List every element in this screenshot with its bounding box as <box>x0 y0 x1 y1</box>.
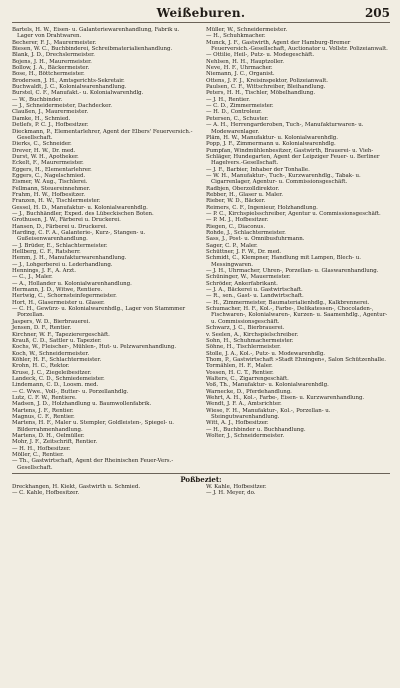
directory-entry: Damke, H., Schmied. <box>12 115 71 122</box>
directory-entry: W. Kahle, Hofbesitzer. <box>206 484 267 491</box>
directory-entry: Koch, W., Schneidermeister. <box>12 350 90 357</box>
directory-entry: Sager, C. P., Maler. <box>206 242 258 249</box>
directory-entry: Radbjen, Oberzolldirektor. <box>206 185 280 192</box>
directory-entry: Schröder, Ankerfabrikant. <box>206 280 278 287</box>
directory-entry: — C. D., Zimmermeister. <box>206 103 274 110</box>
directory-entry: — C. Kahle, Hofbesitzer. <box>12 490 80 497</box>
directory-entry: Becherer, F. J., Maurermeister. <box>12 39 97 46</box>
directory-entry: Brodersen, J. H., Amtsgerichts-Sekretair. <box>12 77 125 84</box>
directory-entry: Sass, J., Post- u. Omnibusfuhrmann. <box>206 236 305 243</box>
directory-entry: Ottens, J. F. J., Kreisinspektor, Polizeianwalt. <box>206 77 328 84</box>
directory-entry: Lutz, C. F. W., Rentiere. <box>12 394 77 401</box>
directory-entry: Bojens, J. H., Maurermeister. <box>12 58 92 65</box>
directory-entry: Grothusen, J. W., Färberei u. Druckerei. <box>12 217 121 224</box>
directory-entry: Möller, C., Rentier. <box>12 452 64 459</box>
directory-entry: Hennings, J. F., A. Arzt. <box>12 268 76 275</box>
directory-entry: Niemann, J. C., Organist. <box>206 71 275 78</box>
directory-entry: — R., sen., Gast- u. Landwirtschaft. <box>206 293 304 300</box>
directory-entry: Schläger, Hundegarten, Agent der Leipziger Feuer- u. Berliner Hagelvers.-Gesellschaft. <box>206 153 380 167</box>
directory-entry: v. Seelen, A., Kirchspielschreiber. <box>206 331 299 338</box>
directory-columns <box>12 27 390 471</box>
directory-entry: Wendt, J. F. A., Amtsrichter. <box>206 401 282 408</box>
directory-entry: Wiese, F. H., Manufaktur-, Kol.-, Porzellan- u. Steingutwarenhandlung. <box>206 407 331 420</box>
directory-entry: — Th., Gastwirtschaft, Agent der Rheinischen Feuer-Vers.-Gesellschaft. <box>12 458 174 471</box>
directory-entry: Claußen, J., Maurermeister. <box>12 109 89 116</box>
directory-entry: Pläm, H. W., Manufaktur- u. Kolonialwarenhdlg. <box>206 134 339 141</box>
directory-entry: Voß, Th., Manufaktur- u. Kolonialwarenhdlg. <box>206 382 329 389</box>
directory-entry: Paulsen, C. F., Wittschreiber, Bleihandlung. <box>206 84 326 91</box>
directory-entry: Drever, H. W., Dr. med. <box>12 147 76 154</box>
directory-entry: — H., Buchbinder u. Buchhandlung. <box>206 426 306 433</box>
directory-entry: Petersen, C., Schuster. <box>206 115 269 122</box>
directory-entry: Franzen, H. W., Tischlermeister. <box>12 198 101 205</box>
directory-entry: — J. H., Uhrmacher, Uhren-, Porzellan- u. Glaswarenhandlung. <box>206 268 379 275</box>
directory-entry: Burstel, C. F., Manufakt.- u. Kolonialwarenhdlg. <box>12 90 144 97</box>
directory-entry: Eggers, H., Elementarlehrer. <box>12 166 92 173</box>
directory-entry: — J., Buchhändler, Exped. des Lübeckischen Boten. <box>12 210 154 217</box>
directory-entry: Dieckmann, P., Elementarlehrer, Agent der Elbers' Feuerversich.-Gesellschaft. <box>12 128 193 141</box>
directory-entry: Thom, P., Gastwirtschaft »Stadt Ehningen«, Salon Schützenhalle. <box>206 356 386 363</box>
directory-entry: Reimers, C. F., Ingenieur, Holzhandlung. <box>206 204 318 211</box>
directory-entry: Bollow, J. A., Bäckermeister. <box>12 65 90 72</box>
directory-entry: Hort, H., Glasermeister u. Glaser. <box>12 299 105 306</box>
directory-entry: — P. M. J., Hofbesitzer. <box>206 217 269 224</box>
directory-entry: Söhne, H., Tischlermeister. <box>206 344 281 351</box>
left-column <box>12 27 196 471</box>
directory-entry: Rieber, W. D., Bäcker. <box>206 198 266 205</box>
directory-entry: Fellmann, Steuereinnehmer. <box>12 185 91 192</box>
directory-entry: — H., Schuhkmacher. <box>206 33 266 40</box>
directory-entry: Sohn, H., Schuhmachermeister. <box>206 337 294 344</box>
section-columns <box>12 484 390 497</box>
directory-entry: Stolle, J. A., Kol.-, Putz- u. Modewarenhdlg. <box>206 350 326 357</box>
directory-entry: Schmidt, C., Klempner, Handlung mit Lampen, Blech- u. Messingwaren. <box>206 255 361 268</box>
directory-entry: — C. H., Gewürz- u. Kolonialwarenhdlg., Lager von Stammmer Porzellan. <box>12 306 186 319</box>
section-right-column <box>206 484 390 497</box>
directory-entry: — J. H. Meyer, do. <box>206 490 256 497</box>
directory-entry: Hertwig, C., Schornsteinfegermeister. <box>12 293 117 300</box>
directory-entry: — C., J., Maler. <box>12 274 53 281</box>
directory-entry: Wehrt, A. H., Kol.-, Farbe-, Eisen- u. Kurzwarenhandlung. <box>206 394 365 401</box>
directory-entry: — J. A., Bäckerei u. Gastwirtschaft. <box>206 287 303 294</box>
directory-entry: Gessel, H. D., Manufaktur- u. Kolonialwarenhdlg. <box>12 204 148 211</box>
directory-entry: — C. Wwe., Voll-, Butter- u. Porzellanhdlg. <box>12 388 129 395</box>
directory-entry: — A., Hollander u. Kolonialwarenhandlung. <box>12 280 132 287</box>
directory-entry: Krauß, C. D., Sattler u. Tapezier. <box>12 337 102 344</box>
directory-entry: — W. H., Manufaktur-, Tuch-, Kurzwarenhdlg., Tabak- u. Cigarrenlager, Agentur- u. Commissionsgeschäft. <box>206 172 361 186</box>
directory-entry: Walters, C., Zigarrengeschäft. <box>206 375 289 382</box>
directory-entry: Martens, H. F., Maler u. Stempler, Goldleisten-, Spiegel- u. Bilderrahmenhandlung. <box>12 420 175 433</box>
page-header <box>12 6 390 23</box>
page-title: Weißeburen. <box>156 6 246 20</box>
directory-entry: Pumpfan, Windmühlenbesitzer, Gastwirth, Brauerei- u. Vieh- <box>206 147 374 154</box>
directory-entry: Riegen, C., Diaconus. <box>206 223 266 230</box>
directory-entry: Rebber, H., Glaser u. Maler. <box>206 191 283 198</box>
directory-entry: — H., Zimmermeister, Baumaterialienhdlg., Kalkbrennerei. <box>206 299 370 306</box>
directory-entry: Hansen, D., Färberei u. Druckerei. <box>12 223 108 230</box>
directory-entry: Hermann, J. D., Witwe, Rentiere. <box>12 287 103 294</box>
directory-entry: — J., Schneidermeister, Dachdecker. <box>12 103 113 110</box>
section-left-column <box>12 484 196 497</box>
directory-entry: Vossen, H. C. T., Rentier. <box>206 369 274 376</box>
directory-entry: Krohn, H. C., Rektor. <box>12 363 70 370</box>
directory-entry: Müller, W., Schneidermeister. <box>206 27 288 33</box>
directory-entry: Martens, J. F., Rentier. <box>12 407 74 414</box>
directory-entry: — H. H., Hofbesitzer. <box>12 445 71 452</box>
directory-entry: Schüninger, W., Mauermeister. <box>206 274 291 281</box>
directory-entry: Eismer, W. Aug., Tischlerei. <box>12 179 88 186</box>
directory-entry: Popp, J. F., Zimmermann u. Kolonialwarenhdlg. <box>206 141 336 148</box>
directory-entry: Köhler, H. F., Schlachtermeister. <box>12 356 102 363</box>
directory-entry: Blank, J. D., Drechslermeister. <box>12 52 95 59</box>
directory-entry: Witt, A. J., Hofbesitzer. <box>206 420 269 427</box>
directory-entry: Buchwaldt, J. C., Kolonialwarenhandlung. <box>12 84 127 91</box>
directory-entry: — P. C., Kirchspielsschreiber, Agentur u. Commissionsgeschäft. <box>206 210 381 217</box>
directory-entry: Lindemann, C. D., Loosm. med. <box>12 382 99 389</box>
directory-entry: Neve, H. F., Uhrmacher. <box>206 65 273 72</box>
directory-entry: Madsen, J. D., Holzhandlung u. Baumwollenfabrik. <box>12 401 152 408</box>
directory-entry: Hemm, J. H., Manufakturwarenhandlung. <box>12 255 127 262</box>
directory-entry: Warnecke, D., Pferdehandlung. <box>206 388 292 395</box>
directory-entry: Tormählen, H. F., Maler. <box>206 363 273 370</box>
directory-entry: — Ottilie, Heil-, Putz- u. Modegeschäft. <box>206 52 315 59</box>
directory-entry: Dierks, C., Schneider. <box>12 141 72 148</box>
directory-entry: Munck, J. F., Gastwirth, Agent der Hamburg-Bremer Feuerversich.-Gesellschaft, Auctionator u. Vollstr. Polizeianwalt. <box>206 39 388 53</box>
directory-entry: Schüttner, J. F. W., Dr. med. <box>206 249 282 256</box>
page-number: 205 <box>364 6 390 20</box>
directory-entry: Frahm, H. W., Hofbesitzer. <box>12 191 86 198</box>
directory-entry: — A. H., Herrengarderoben, Tuch-, Manufakturwaren- u. Modewarenlager. <box>206 122 364 135</box>
directory-entry: — H. D., Controleur. <box>206 109 262 116</box>
directory-entry: Eggers, C., Nagelschmied. <box>12 172 86 179</box>
directory-entry: Harding, C. F. A., Galanterie-, Kurz-, Stangen- u. Gußeisenwarenhandlung. <box>12 230 146 243</box>
directory-entry: Magnus, C. F., Rentier. <box>12 413 75 420</box>
directory-entry: Nehlsen, H. H., Hauptzoller. <box>206 58 285 65</box>
directory-entry: Dreckhangen, H. Kiekt, Gastwirth u. Schmied. <box>12 484 141 491</box>
directory-entry: Jaspers, W. D., Bierbrauerei. <box>12 318 91 325</box>
directory-entry: Schwarz, J. C., Bierbrauerei. <box>206 325 285 332</box>
directory-entry: — J. F., Barbier, Inhaber der Tonhalle. <box>206 166 310 173</box>
directory-entry: Peters, H. H., Tischler, Möbelhandlung. <box>206 90 316 97</box>
section-heading: Poßbeziet: <box>12 473 390 484</box>
directory-entry: — W., Buchbinder. <box>12 96 63 103</box>
directory-entry: Detlefs, P. C. J., Hofbesitzer. <box>12 122 89 129</box>
directory-entry: Kirchner, W. F., Tapezierergeschäft. <box>12 331 110 338</box>
directory-entry: — J. Brüder, E., Schlachtermeister. <box>12 242 108 249</box>
right-column <box>206 27 390 471</box>
directory-entry: Durst, W. H., Apotheker. <box>12 153 79 160</box>
directory-entry: Eckelt, F., Maurermeister. <box>12 160 84 167</box>
directory-entry: Rohde, J., Schlachtermeister. <box>206 230 286 236</box>
directory-entry: Martens, D. H., Oelmüller. <box>12 433 85 439</box>
directory-entry: — J., Lohgerberei u. Lederhandlung. <box>12 261 113 268</box>
directory-entry: Kruse, J. C., Ziegeleibesitzer. <box>12 369 92 376</box>
directory-entry: Bartels, H. W., Eisen- u. Galanteriewarenhandlung, Fabrik u. Lager von Drahtwaren. <box>12 27 180 40</box>
directory-entry: Biesen, W. C., Buchbinderei, Schreibmaterialienhandlung. <box>12 46 173 53</box>
directory-entry: Hellberg, C. F., Ratsherr. <box>12 249 81 256</box>
directory-entry: Schumacher, H. F., Kol.-, Farbe-, Delikatessen-, Chocoladen-, Fischwaren-, Kolonialwaren-, Kurzen- u. Saamenhdlg., Agentur- u. Commissionsgeschäft. <box>206 306 388 325</box>
directory-entry: — J. H., Rentier. <box>206 96 250 103</box>
directory-entry: Landeck, C. D., Schmiedemeister. <box>12 375 105 382</box>
directory-entry: Mohr, J. F., Zeitschrift, Rentier. <box>12 439 98 446</box>
directory-entry: Bose, H., Böttchermeister. <box>12 71 85 78</box>
directory-entry: Jensen, D. F., Rentier. <box>12 325 72 332</box>
directory-entry: Kochs, W., Fleischer-, Mühlen-, Hut- u. Pelzwarenhandlung. <box>12 344 177 351</box>
directory-entry: Wolter, J., Schneidermeister. <box>206 433 285 439</box>
